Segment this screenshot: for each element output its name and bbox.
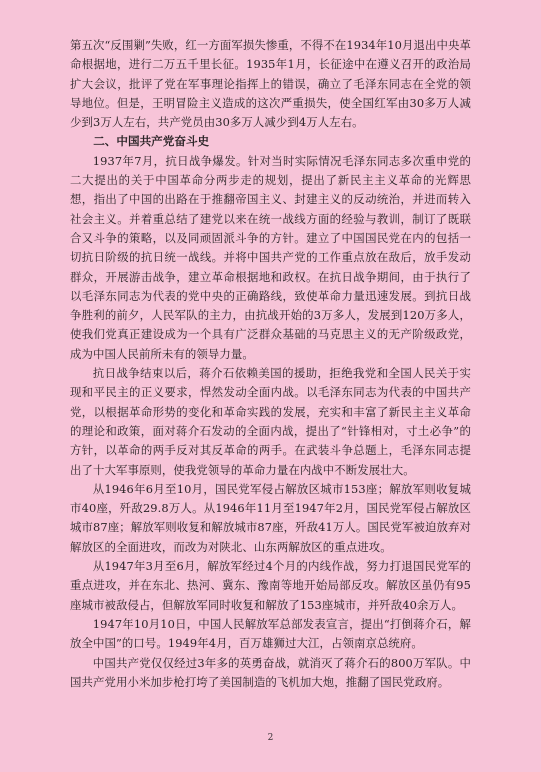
page-number: 2 (267, 733, 274, 743)
paragraph-1947-spring: 从1947年3月至6月，解放军经过4个月的内线作战，努力打退国民党军的重点进攻，并在东北、热河、冀东、豫南等地开始局部反攻。解放区虽仍有95座城市被敌侵占，但解放军同时收复和解放了153座城市，并歼敌40余万人。 (70, 559, 471, 612)
paragraph-1947-october: 1947年10月10日，中国人民解放军总部发表宣言，提出“打倒蒋介石，解放全中国”的口号。1949年4月，百万雄狮过大江，占领南京总统府。 (70, 616, 471, 651)
paragraph-1946: 从1946年6月至10月，国民党军侵占解放区城市153座；解放军则收复城市40座，歼敌29.8万人。从1946年11月至1947年2月，国民党军侵占解放区城市87座；解放军则收复和解放城市87座，歼敌41万人。国民党军被迫放弃对解放区的全面进攻，而改为对陕北、山东两解放区的重点进攻。 (70, 481, 471, 554)
paragraph-continuation: 第五次“反围剿”失败，红一方面军损失惨重，不得不在1934年10月退出中央革命根据地，进行二万五千里长征。1935年1月，长征途中在遵义召开的政治局扩大会议，批评了党在军事理论指挥上的错误，确立了毛泽东同志在全党的领导地位。但是，王明冒险主义造成的这次严重损失，使全国红军由30多万人减少到3万人左右，共产党员由30多万人减少到4万人左右。 (70, 38, 471, 130)
paragraph-conclusion: 中国共产党仅仅经过3年多的英勇奋战，就消灭了蒋介石的800万军队。中国共产党用小米加步枪打垮了美国制造的飞机加大炮，推翻了国民党政府。 (70, 655, 471, 689)
paragraph-anti-japanese-war: 1937年7月，抗日战争爆发。针对当时实际情况毛泽东同志多次重申党的二大提出的关于中国革命分两步走的规划，提出了新民主主义革命的光辉思想，指出了中国的出路在于推翻帝国主义、封建主义的反动统治，并进而转入社会主义。并着重总结了建党以来在统一战线方面的经验与教训，制订了既联合又斗争的策略，以及同顽固派斗争的方针。建立了中国国民党在内的包括一切抗日阶级的抗日统一战线。并将中国共产党的工作重点放在敌后，放手发动群众，开展游击战争，建立革命根据地和政权。在抗日战争期间，由于执行了以毛泽东同志为代表的党中央的正确路线，致使革命力量迅速发展。到抗日战争胜利的前夕，人民军队的主力，由抗战开始的3万多人，发展到120万多人，使我们党真正建设成为一个具有广泛群众基础的马克思主义的无产阶级政党，成为中国人民前所未有的领导力量。 (70, 153, 471, 361)
section-heading: 二、中国共产党奋斗史 (93, 134, 210, 149)
paragraph-civil-war: 抗日战争结束以后，蒋介石依赖美国的援助，拒绝我党和全国人民关于实现和平民主的正义要求，悍然发动全面内战。以毛泽东同志为代表的中国共产党，以根据革命形势的变化和革命实践的发展，充实和丰富了新民主主义革命的理论和政策，面对蒋介石发动的全面内战，提出了“针锋相对，寸土必争”的方针，以革命的两手反对其反革命的两手。在武装斗争总题上，毛泽东同志提出了十大军事原则，使我党领导的革命力量在内战中不断发展壮大。 (70, 366, 471, 477)
